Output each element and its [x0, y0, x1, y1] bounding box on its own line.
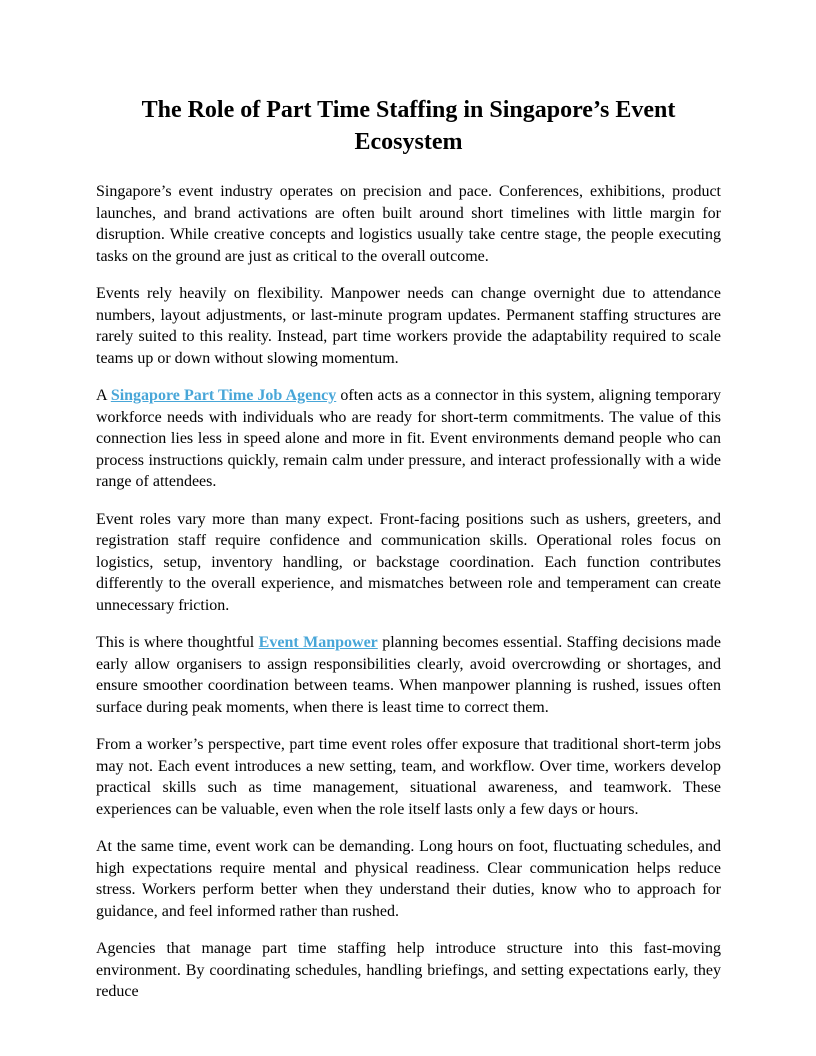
paragraph-6: From a worker’s perspective, part time event roles offer exposure that traditional short-term jobs may not. Each event introduces a new setting, team, and workflow. Over time, workers develop practical skills such as time management, situational awareness, and teamwork. These experiences can be valuable, even when the role itself lasts only a few days or hours. — [96, 736, 721, 818]
paragraph-5-before: This is where thoughtful — [96, 634, 259, 651]
paragraph-2: Events rely heavily on flexibility. Manpower needs can change overnight due to attendance numbers, layout adjustments, or last-minute program updates. Permanent staffing structures are rarely suited to this reality. Instead, part time workers provide the adaptability required to scale teams up or down without slowing momentum. — [96, 285, 721, 367]
paragraph-1: Singapore’s event industry operates on precision and pace. Conferences, exhibitions, product launches, and brand activations are often built around short timelines with little margin for disruption. While creative concepts and logistics usually take centre stage, the people executing tasks on the ground are just as critical to the overall outcome. — [96, 183, 721, 265]
paragraph-8: Agencies that manage part time staffing help introduce structure into this fast-moving environment. By coordinating schedules, handling briefings, and setting expectations early, they reduce — [96, 940, 721, 1000]
event-manpower-link[interactable]: Event Manpower — [258, 634, 378, 651]
document-page — [96, 94, 721, 1019]
document-title: The Role of Part Time Staffing in Singapore’s Event Ecosystem — [141, 97, 676, 155]
paragraph-7: At the same time, event work can be demanding. Long hours on foot, fluctuating schedules, and high expectations require mental and physical readiness. Clear communication helps reduce stress. Workers perform better when they understand their duties, know who to approach for guidance, and feel informed rather than rushed. — [96, 838, 721, 920]
paragraph-4: Event roles vary more than many expect. Front-facing positions such as ushers, greeters, and registration staff require confidence and communication skills. Operational roles focus on logistics, setup, inventory handling, or backstage coordination. Each function contributes differently to the overall experience, and mismatches between role and temperament can create unnecessary friction. — [96, 510, 721, 614]
paragraph-3-before: A — [96, 387, 111, 404]
paragraph-5-after: planning becomes essential. Staffing decisions made early allow organisers to assign responsibilities clearly, avoid overcrowding or shortages, and ensure smoother coordination between teams. When manpower planning is rushed, issues often surface during peak moments, when there is least time to correct them. — [96, 634, 721, 716]
singapore-part-time-job-agency-link[interactable]: Singapore Part Time Job Agency — [110, 387, 337, 404]
paragraph-3-after: often acts as a connector in this system, aligning temporary workforce needs with individuals who are ready for short-term commitments. The value of this connection lies less in speed alone and more in fit. Event environments demand people who can process instructions quickly, remain calm under pressure, and interact professionally with a wide range of attendees. — [96, 387, 722, 490]
paragraph-5 — [96, 632, 721, 718]
paragraph-3 — [96, 385, 721, 493]
